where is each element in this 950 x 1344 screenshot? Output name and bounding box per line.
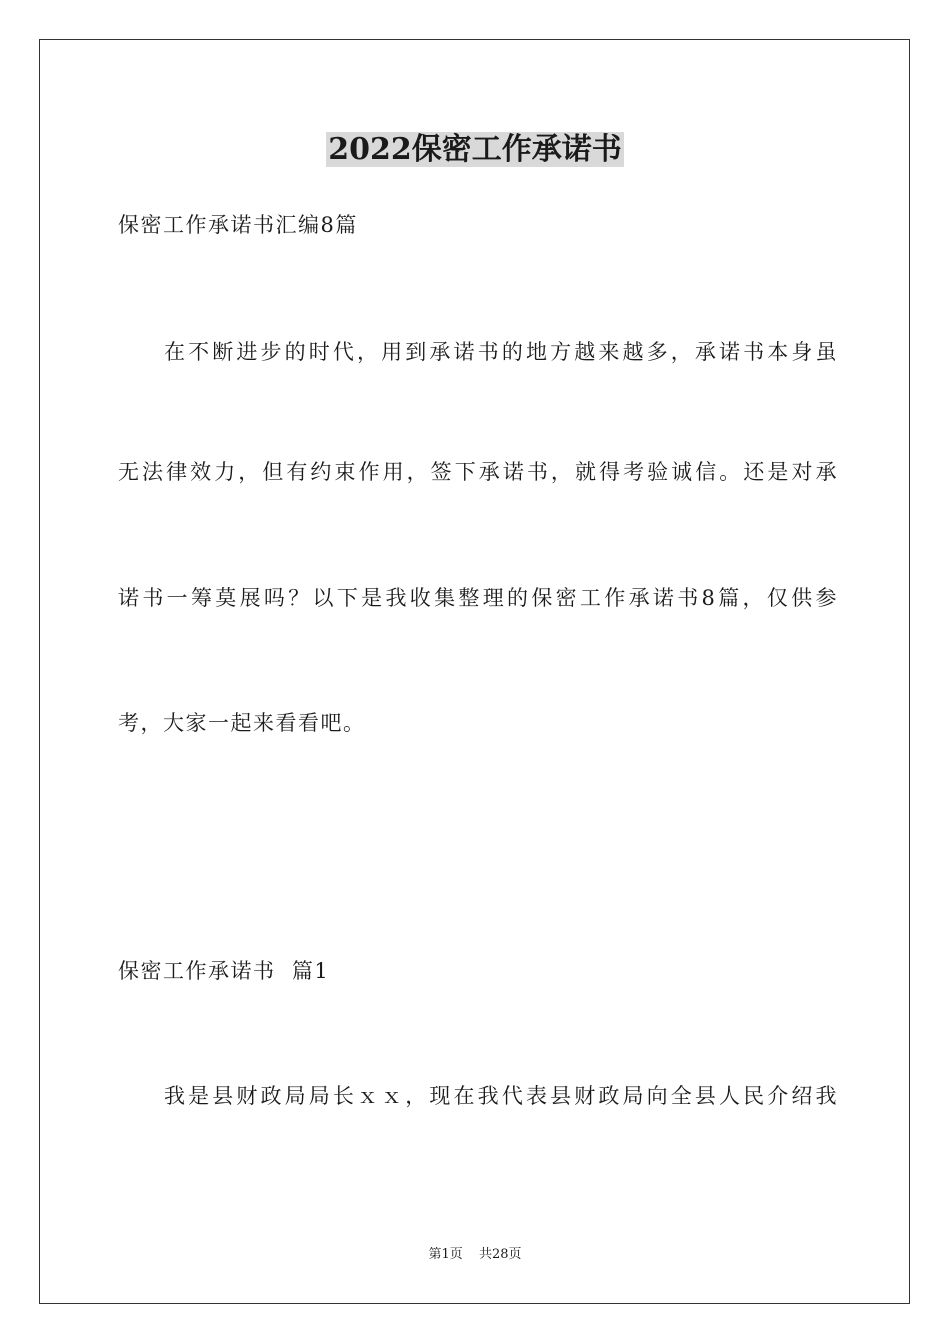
section-first-line: 我是县财政局局长ｘｘ，现在我代表县财政局向全县人民介绍我 (164, 1084, 838, 1108)
document-subtitle: 保密工作承诺书汇编8篇 (118, 213, 358, 237)
section-heading: 保密工作承诺书 篇1 (118, 959, 330, 983)
page-number: 第1页 (428, 1247, 463, 1262)
intro-line-1: 在不断进步的时代，用到承诺书的地方越来越多，承诺书本身虽 (164, 340, 838, 364)
intro-line-4: 考，大家一起来看看吧。 (118, 711, 366, 735)
page-footer (0, 1245, 950, 1265)
page-total: 共28页 (478, 1247, 522, 1262)
intro-line-2: 无法律效力，但有约束作用，签下承诺书，就得考验诚信。还是对承 (118, 460, 838, 484)
intro-line-3: 诺书一筹莫展吗？以下是我收集整理的保密工作承诺书8篇，仅供参 (118, 586, 838, 610)
document-title-text: 2022保密工作承诺书 (328, 132, 622, 167)
document-title (0, 128, 950, 172)
